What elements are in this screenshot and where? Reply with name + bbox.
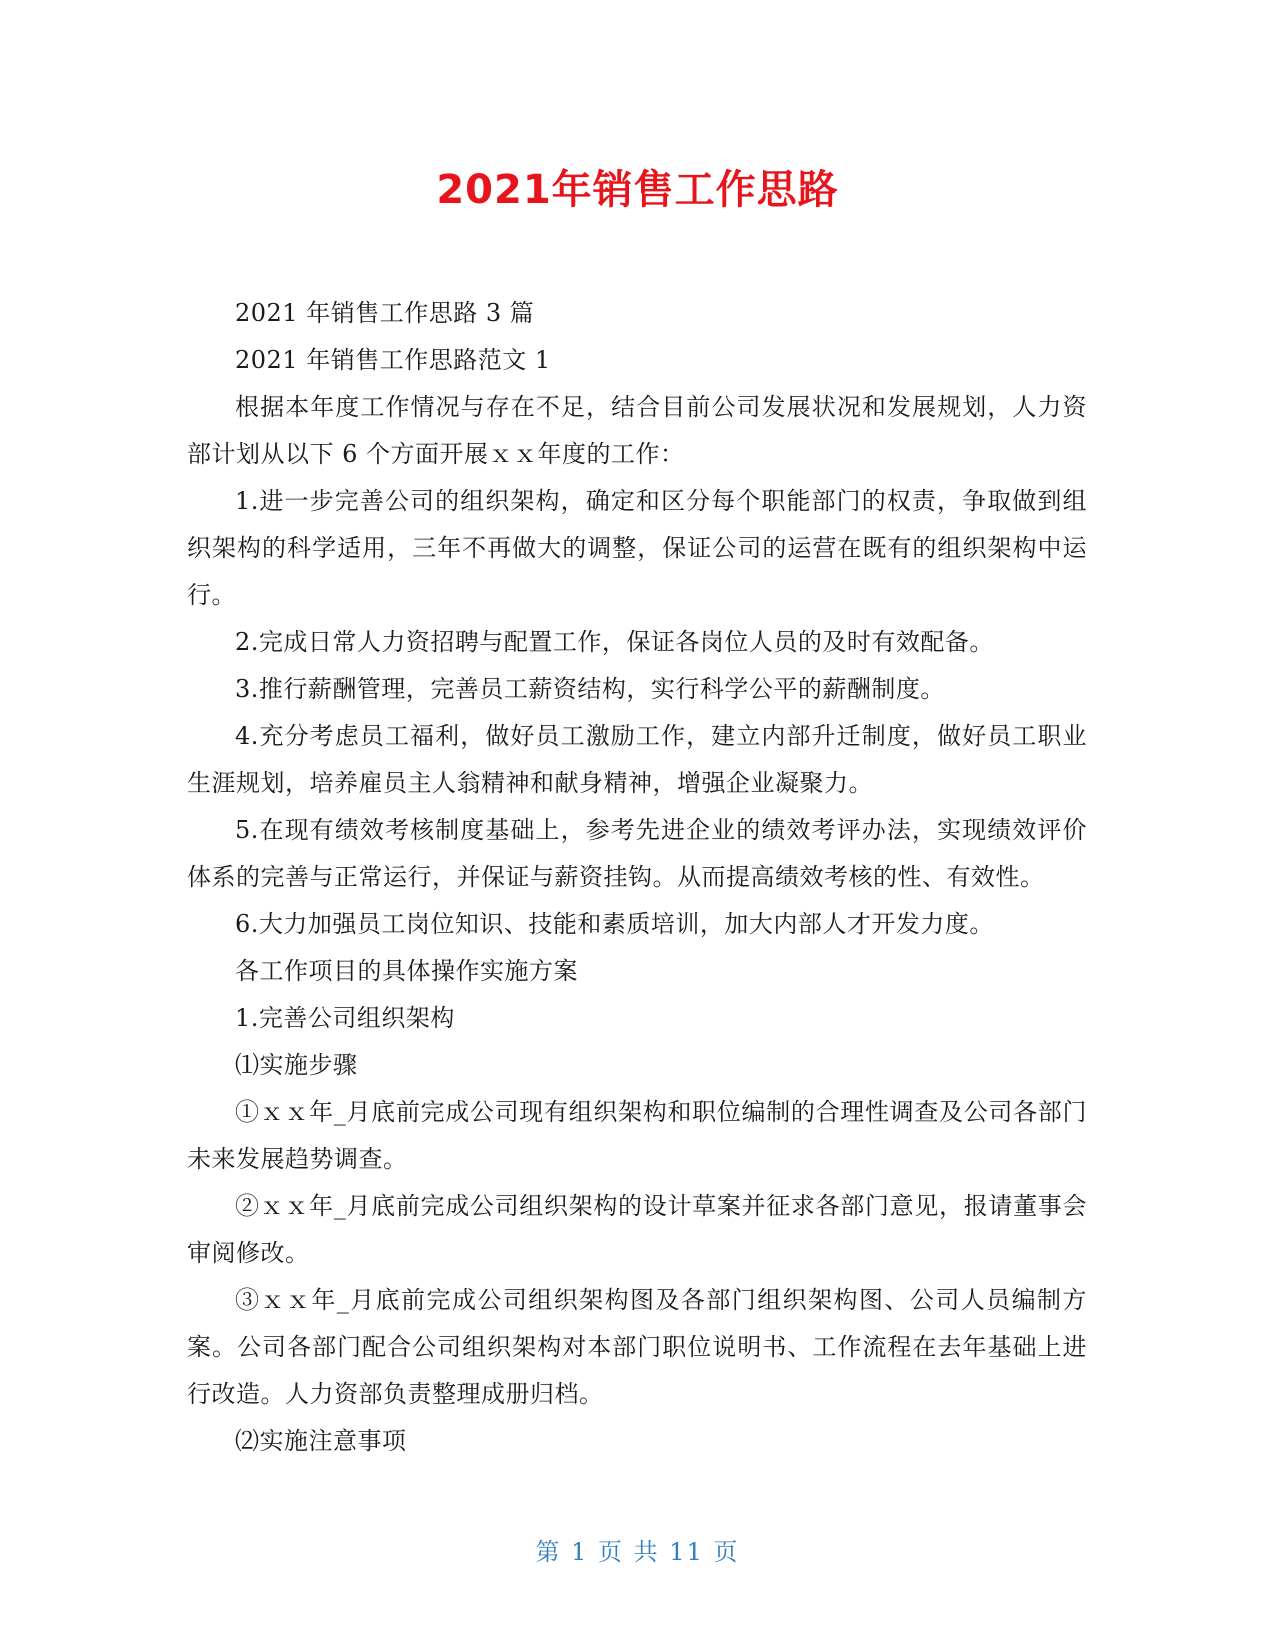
- document-title: 2021年销售工作思路: [436, 167, 839, 213]
- section-heading: 各工作项目的具体操作实施方案: [235, 957, 578, 985]
- subsection-heading: 1.完善公司组织架构: [235, 1004, 455, 1032]
- paragraph: 4.充分考虑员工福利，做好员工激励工作，建立内部升迁制度，做好员工职业生涯规划，培养雇员主人翁精神和献身精神，增强企业凝聚力。: [187, 722, 1087, 797]
- document-body: [187, 290, 1087, 1465]
- paragraph: 2021 年销售工作思路 3 篇: [235, 299, 535, 327]
- subsection-heading: ⑴实施步骤: [235, 1051, 358, 1079]
- subsection-heading: ⑵实施注意事项: [235, 1427, 407, 1455]
- paragraph: 5.在现有绩效考核制度基础上，参考先进企业的绩效考评办法，实现绩效评价体系的完善与正常运行，并保证与薪资挂钩。从而提高绩效考核的性、有效性。: [187, 816, 1087, 891]
- paragraph: ①ｘｘ年_月底前完成公司现有组织架构和职位编制的合理性调查及公司各部门未来发展趋势调查。: [187, 1098, 1087, 1173]
- paragraph: 1.进一步完善公司的组织架构，确定和区分每个职能部门的权责，争取做到组织架构的科学适用，三年不再做大的调整，保证公司的运营在既有的组织架构中运行。: [187, 487, 1087, 609]
- page-number-footer: 第 1 页 共 11 页: [535, 1538, 740, 1566]
- paragraph: 3.推行薪酬管理，完善员工薪资结构，实行科学公平的薪酬制度。: [235, 675, 945, 703]
- paragraph: ③ｘｘ年_月底前完成公司组织架构图及各部门组织架构图、公司人员编制方案。公司各部门配合公司组织架构对本部门职位说明书、工作流程在去年基础上进行改造。人力资部负责整理成册归档。: [187, 1286, 1087, 1408]
- paragraph: 根据本年度工作情况与存在不足，结合目前公司发展状况和发展规划，人力资部计划从以下 6 个方面开展ｘｘ年度的工作：: [187, 393, 1087, 468]
- paragraph: 2.完成日常人力资招聘与配置工作，保证各岗位人员的及时有效配备。: [235, 628, 994, 656]
- paragraph: 6.大力加强员工岗位知识、技能和素质培训，加大内部人才开发力度。: [235, 910, 994, 938]
- paragraph: ②ｘｘ年_月底前完成公司组织架构的设计草案并征求各部门意见，报请董事会审阅修改。: [187, 1192, 1087, 1267]
- paragraph: 2021 年销售工作思路范文 1: [235, 346, 551, 374]
